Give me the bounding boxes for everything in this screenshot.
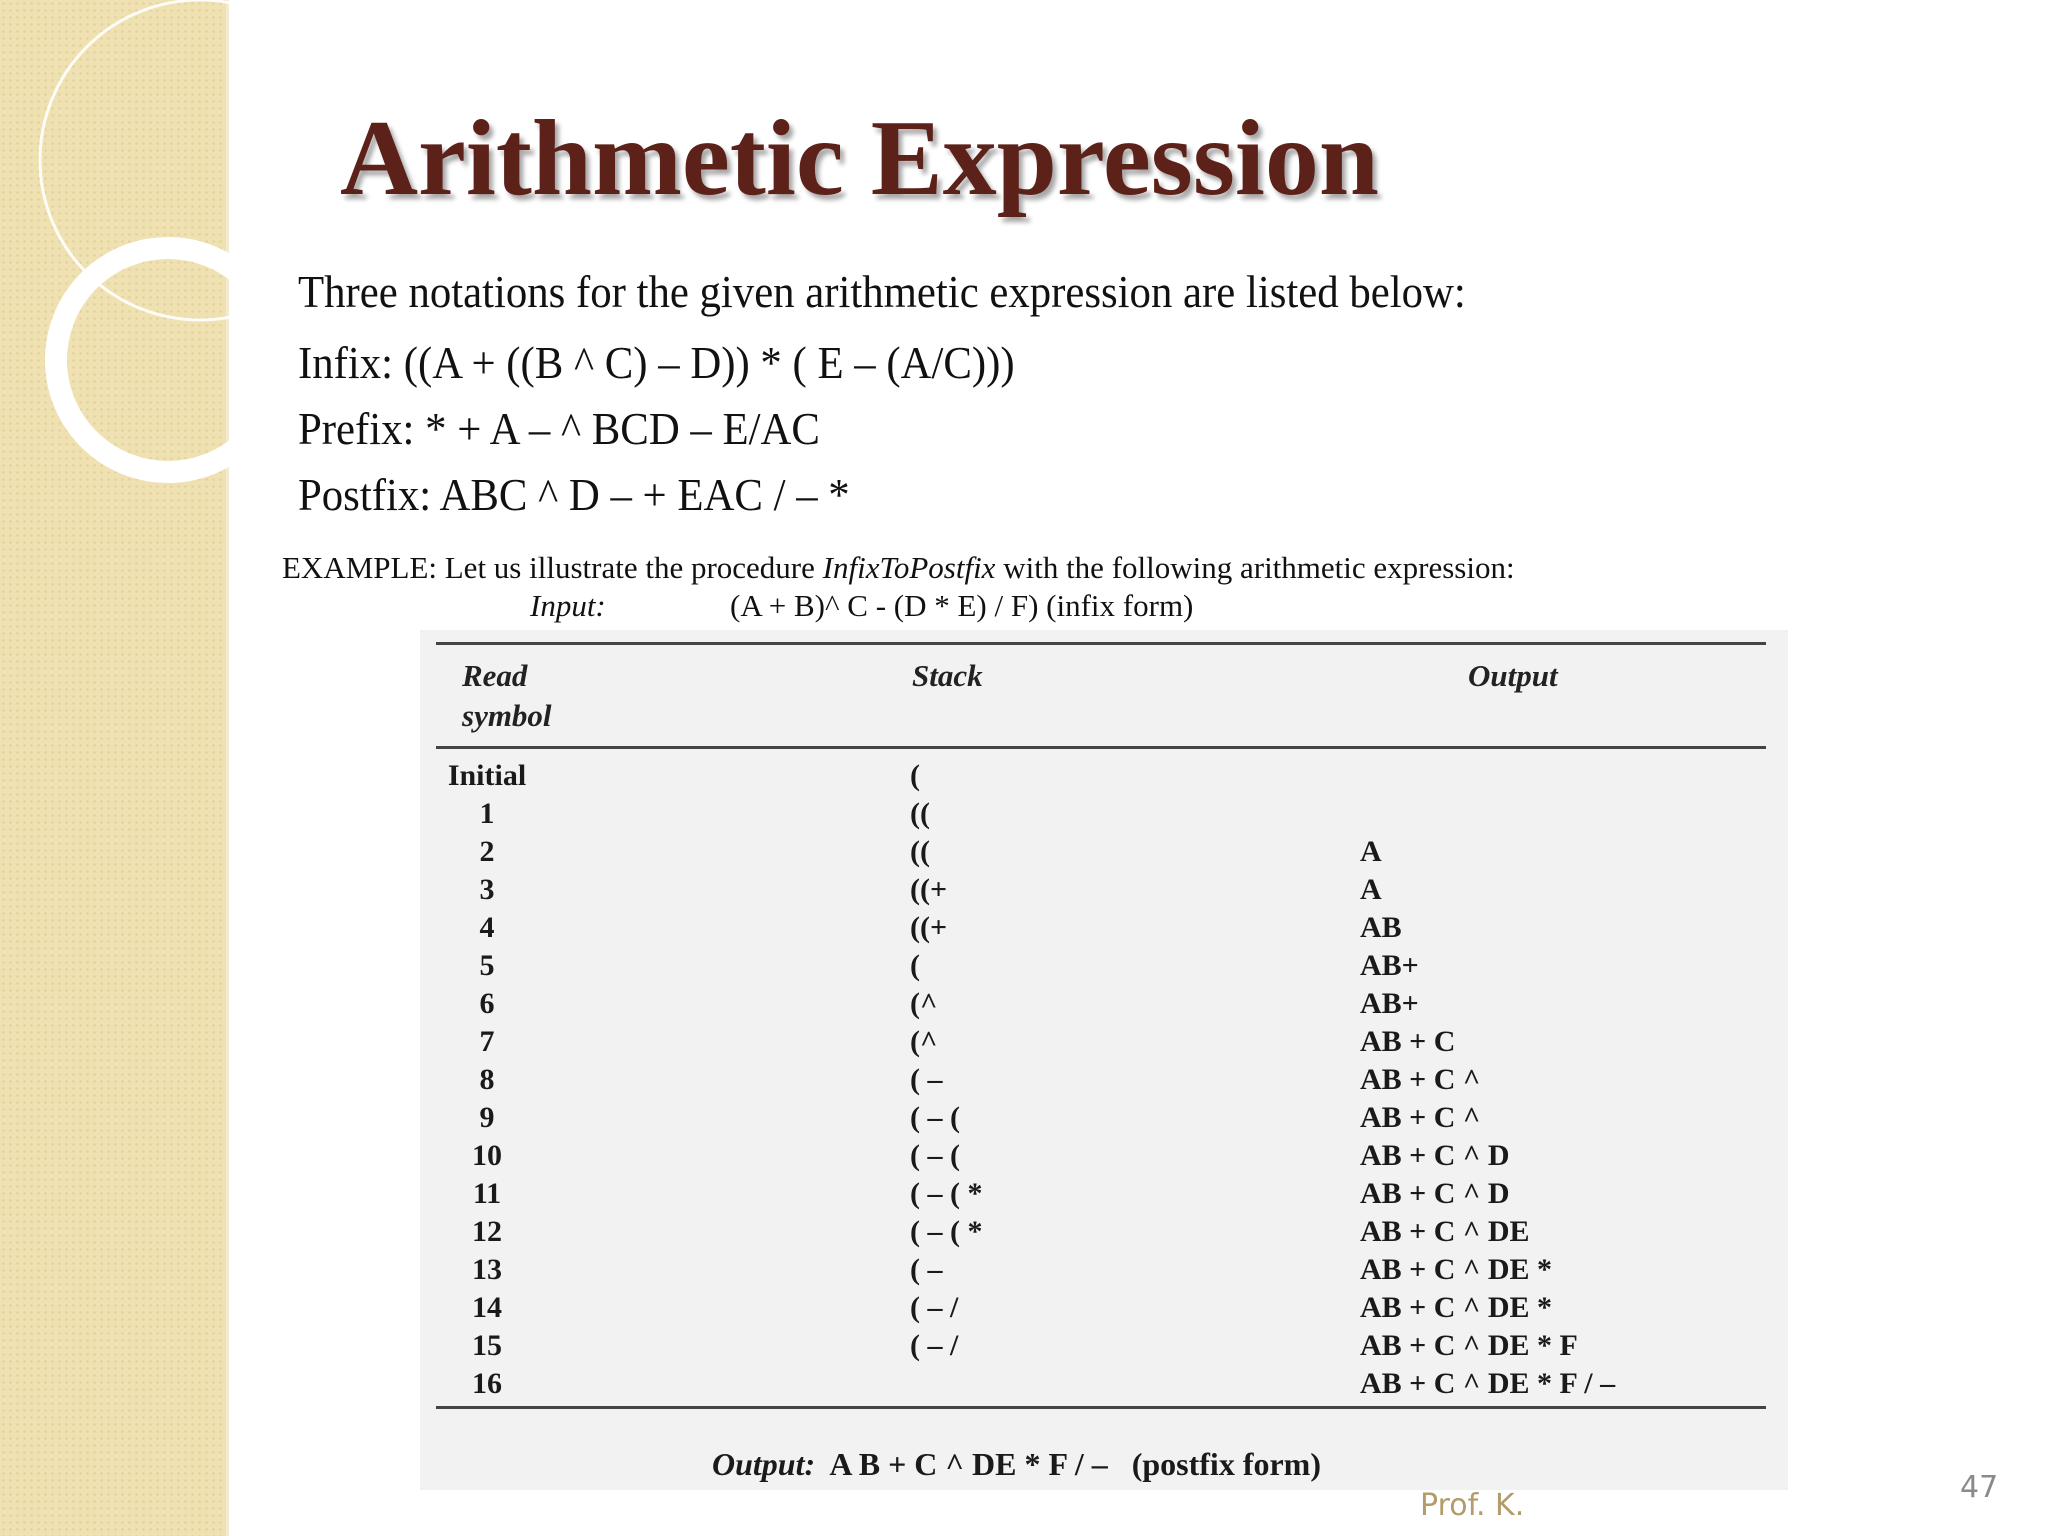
cell-output: AB + C ^ bbox=[1360, 1063, 1481, 1096]
cell-output: A bbox=[1360, 873, 1382, 906]
header-read bbox=[462, 656, 552, 736]
infix-notation: Infix: ((A + ((B ^ C) – D)) * ( E – (A/C))) bbox=[298, 337, 1015, 388]
cell-stack: ( – / bbox=[910, 1329, 959, 1362]
table-row bbox=[436, 871, 1766, 909]
cell-read: 14 bbox=[472, 1291, 502, 1324]
page-number: 47 bbox=[1960, 1470, 1999, 1505]
prefix-notation: Prefix: * + A – ^ BCD – E/AC bbox=[298, 403, 820, 454]
cell-output: AB + C ^ DE * F / – bbox=[1360, 1367, 1616, 1400]
header-read-line2: symbol bbox=[462, 698, 552, 733]
cell-stack: ((+ bbox=[910, 873, 948, 906]
table-row bbox=[436, 1365, 1766, 1403]
input-label: Input: bbox=[530, 588, 606, 623]
table-top-rule bbox=[436, 642, 1766, 645]
cell-stack: (^ bbox=[910, 987, 938, 1020]
cell-output: AB + C ^ DE bbox=[1360, 1215, 1530, 1248]
small-ring bbox=[56, 248, 260, 472]
footer-author: Prof. K. bbox=[1420, 1488, 1525, 1523]
cell-output: AB + C ^ bbox=[1360, 1101, 1481, 1134]
cell-stack: ( bbox=[910, 759, 920, 792]
decorative-rings bbox=[0, 0, 260, 520]
procedure-name: InfixToPostfix bbox=[822, 550, 996, 585]
example-input bbox=[530, 588, 1193, 624]
cell-stack: (^ bbox=[910, 1025, 938, 1058]
cell-read: 15 bbox=[472, 1329, 502, 1362]
header-read-line1: Read bbox=[462, 658, 528, 693]
final-output-label: Output: bbox=[712, 1446, 816, 1482]
cell-output: AB+ bbox=[1360, 987, 1419, 1020]
example-text bbox=[282, 550, 1515, 586]
final-output-value: A B + C ^ DE * F / – (postfix form) bbox=[829, 1446, 1321, 1482]
example-prefix: EXAMPLE: Let us illustrate the procedure bbox=[282, 550, 823, 585]
cell-read: 9 bbox=[479, 1101, 495, 1134]
cell-output: AB + C ^ DE * F bbox=[1360, 1329, 1578, 1362]
cell-stack: ( bbox=[910, 949, 920, 982]
cell-stack: (( bbox=[910, 797, 930, 830]
table-row bbox=[436, 1251, 1766, 1289]
slide-title: Arithmetic Expression bbox=[340, 99, 1379, 218]
table-row bbox=[436, 833, 1766, 871]
cell-stack: (( bbox=[910, 835, 930, 868]
cell-read: 10 bbox=[472, 1139, 502, 1172]
cell-read: 4 bbox=[479, 911, 495, 944]
cell-stack: ( – ( * bbox=[910, 1215, 983, 1248]
cell-read: 12 bbox=[472, 1215, 502, 1248]
cell-read: 3 bbox=[479, 873, 495, 906]
cell-output: AB + C ^ D bbox=[1360, 1139, 1510, 1172]
cell-stack: ( – ( * bbox=[910, 1177, 983, 1210]
table-row bbox=[436, 1175, 1766, 1213]
table-bottom-rule bbox=[436, 1406, 1766, 1409]
table-row bbox=[436, 1061, 1766, 1099]
cell-stack: ( – bbox=[910, 1063, 943, 1096]
cell-read: 16 bbox=[472, 1367, 502, 1400]
final-output bbox=[712, 1444, 1321, 1484]
cell-read: 13 bbox=[472, 1253, 502, 1286]
table-row bbox=[436, 1289, 1766, 1327]
table-row bbox=[436, 985, 1766, 1023]
table-row bbox=[436, 909, 1766, 947]
cell-stack: ( – / bbox=[910, 1291, 959, 1324]
table-row bbox=[436, 757, 1766, 795]
cell-read: 11 bbox=[472, 1177, 502, 1210]
table-row bbox=[436, 1023, 1766, 1061]
cell-output: AB bbox=[1360, 911, 1402, 944]
cell-read: 1 bbox=[479, 797, 495, 830]
cell-output: AB+ bbox=[1360, 949, 1419, 982]
cell-stack: ((+ bbox=[910, 911, 948, 944]
cell-stack: ( – ( bbox=[910, 1139, 960, 1172]
input-value: (A + B)^ C - (D * E) / F) (infix form) bbox=[730, 588, 1194, 623]
table-row bbox=[436, 1137, 1766, 1175]
cell-read: 5 bbox=[479, 949, 495, 982]
table-row bbox=[436, 1099, 1766, 1137]
table-header-rule bbox=[436, 746, 1766, 749]
cell-read: 2 bbox=[479, 835, 495, 868]
cell-output: A bbox=[1360, 835, 1382, 868]
table-row bbox=[436, 947, 1766, 985]
table-body bbox=[436, 757, 1766, 1403]
cell-read: Initial bbox=[447, 759, 527, 792]
cell-output: AB + C bbox=[1360, 1025, 1456, 1058]
cell-read: 6 bbox=[479, 987, 495, 1020]
table-row bbox=[436, 1327, 1766, 1365]
cell-output: AB + C ^ DE * bbox=[1360, 1253, 1553, 1286]
cell-read: 7 bbox=[479, 1025, 495, 1058]
cell-stack: ( – ( bbox=[910, 1101, 960, 1134]
intro-text: Three notations for the given arithmetic expression are listed below: bbox=[298, 266, 1466, 317]
table-row bbox=[436, 795, 1766, 833]
cell-output: AB + C ^ D bbox=[1360, 1177, 1510, 1210]
notation-block bbox=[298, 262, 1638, 528]
example-suffix: with the following arithmetic expression: bbox=[995, 550, 1515, 585]
header-stack: Stack bbox=[912, 658, 983, 693]
cell-output: AB + C ^ DE * bbox=[1360, 1291, 1553, 1324]
cell-stack: ( – bbox=[910, 1253, 943, 1286]
postfix-notation: Postfix: ABC ^ D – + EAC / – * bbox=[298, 469, 850, 520]
table-row bbox=[436, 1213, 1766, 1251]
header-output: Output bbox=[1468, 658, 1558, 693]
cell-read: 8 bbox=[479, 1063, 495, 1096]
